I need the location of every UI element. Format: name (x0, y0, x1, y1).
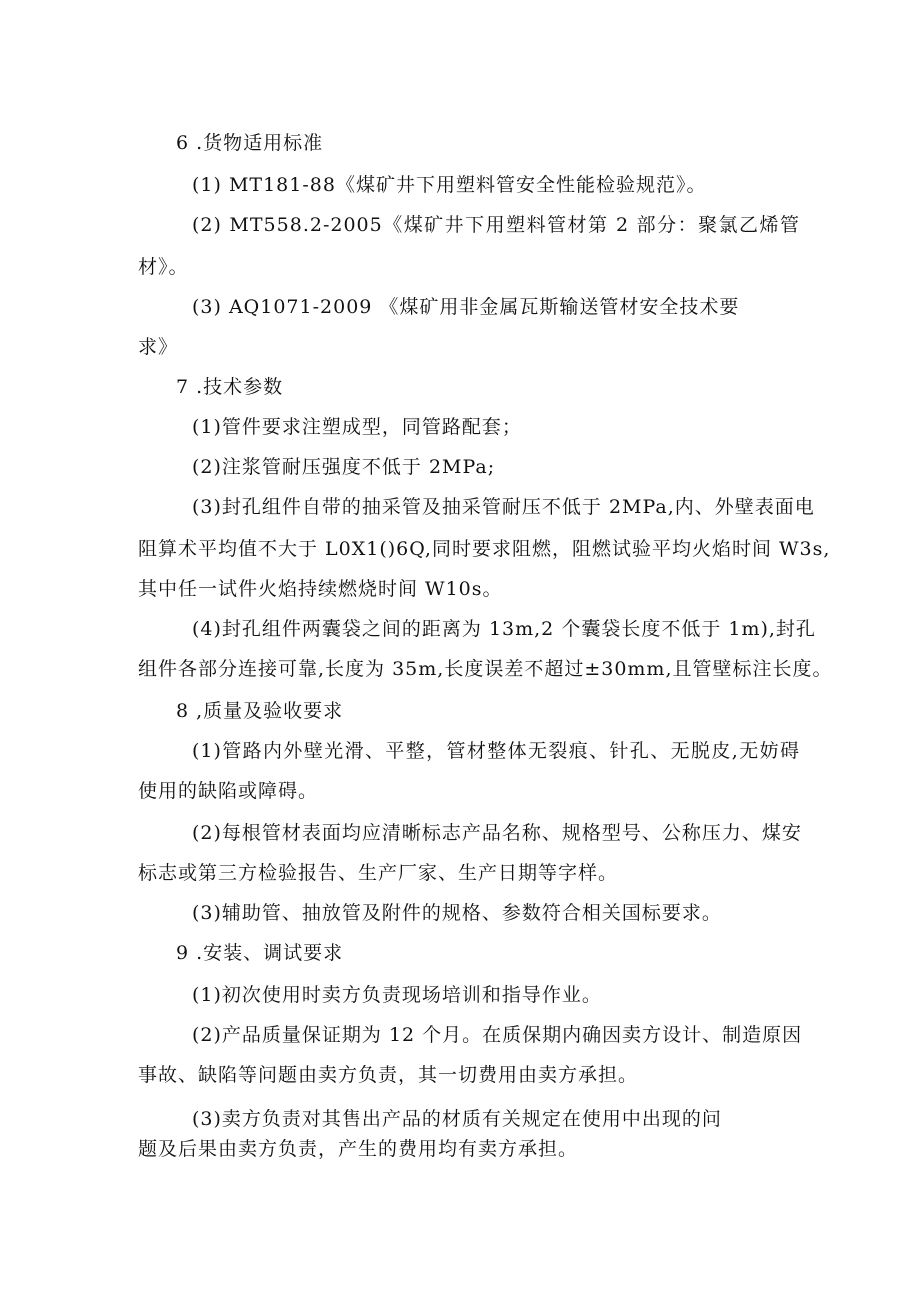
section-9-item-2-line-1: (2)产品质量保证期为 12 个月。在质保期内确因卖方设计、制造原因 (192, 1024, 803, 1046)
section-8-item-3: (3)辅助管、抽放管及附件的规格、参数符合相关国标要求。 (192, 902, 722, 924)
section-9-item-2-line-2: 事故、缺陷等问题由卖方负责，其一切费用由卖方承担。 (138, 1064, 639, 1086)
section-6-heading: 6 .货物适用标准 (176, 132, 324, 154)
section-6-item-3-line-1: (3) AQ1071-2009 《煤矿用非金属瓦斯输送管材安全技术要 (192, 296, 740, 318)
section-9-item-3-line-2: 题及后果由卖方负责，产生的费用均有卖方承担。 (138, 1138, 579, 1160)
section-6-item-1: (1) MT181-88《煤矿井下用塑料管安全性能检验规范》。 (192, 174, 707, 196)
section-7-item-2: (2)注浆管耐压强度不低于 2MPa; (192, 456, 496, 478)
section-8-item-1-line-2: 使用的缺陷或障碍。 (138, 780, 319, 802)
section-9-heading: 9 .安装、调试要求 (176, 942, 344, 964)
section-7-item-4-line-1: (4)封孔组件两囊袋之间的距离为 13m,2 个囊袋长度不低于 1m),封孔 (192, 618, 816, 640)
section-8-heading: 8 ,质量及验收要求 (176, 700, 344, 722)
section-6-item-2-line-2: 材》。 (138, 256, 189, 278)
section-8-item-2-line-2: 标志或第三方检验报告、生产厂家、生产日期等字样。 (138, 862, 619, 884)
section-7-item-4-line-2: 组件各部分连接可靠,长度为 35m,长度误差不超过±30mm,且管壁标注长度。 (138, 658, 833, 680)
section-9-item-1: (1)初次使用时卖方负责现场培训和指导作业。 (192, 984, 602, 1006)
section-7-item-3-line-1: (3)封孔组件自带的抽采管及抽采管耐压不低于 2MPa,内、外壁表面电 (192, 496, 815, 518)
section-7-item-1: (1)管件要求注塑成型，同管路配套； (192, 416, 522, 438)
section-8-item-2-line-1: (2)每根管材表面均应清晰标志产品名称、规格型号、公称压力、煤安 (192, 822, 802, 844)
section-6-item-2-line-1: (2) MT558.2-2005《煤矿井下用塑料管材第 2 部分：聚氯乙烯管 (192, 214, 800, 236)
section-7-item-3-line-2: 阻算术平均值不大于 L0X1()6Q,同时要求阻燃，阻燃试验平均火焰时间 W3s, (138, 538, 831, 560)
section-7-heading: 7 .技术参数 (176, 376, 284, 398)
section-9-item-3-line-1: (3)卖方负责对其售出产品的材质有关规定在使用中出现的问 (192, 1108, 722, 1130)
section-6-item-3-line-2: 求》 (138, 336, 179, 358)
section-7-item-3-line-3: 其中任一试件火焰持续燃烧时间 W10s。 (138, 578, 503, 600)
section-8-item-1-line-1: (1)管路内外壁光滑、平整，管材整体无裂痕、针孔、无脱皮,无妨碍 (192, 740, 800, 762)
